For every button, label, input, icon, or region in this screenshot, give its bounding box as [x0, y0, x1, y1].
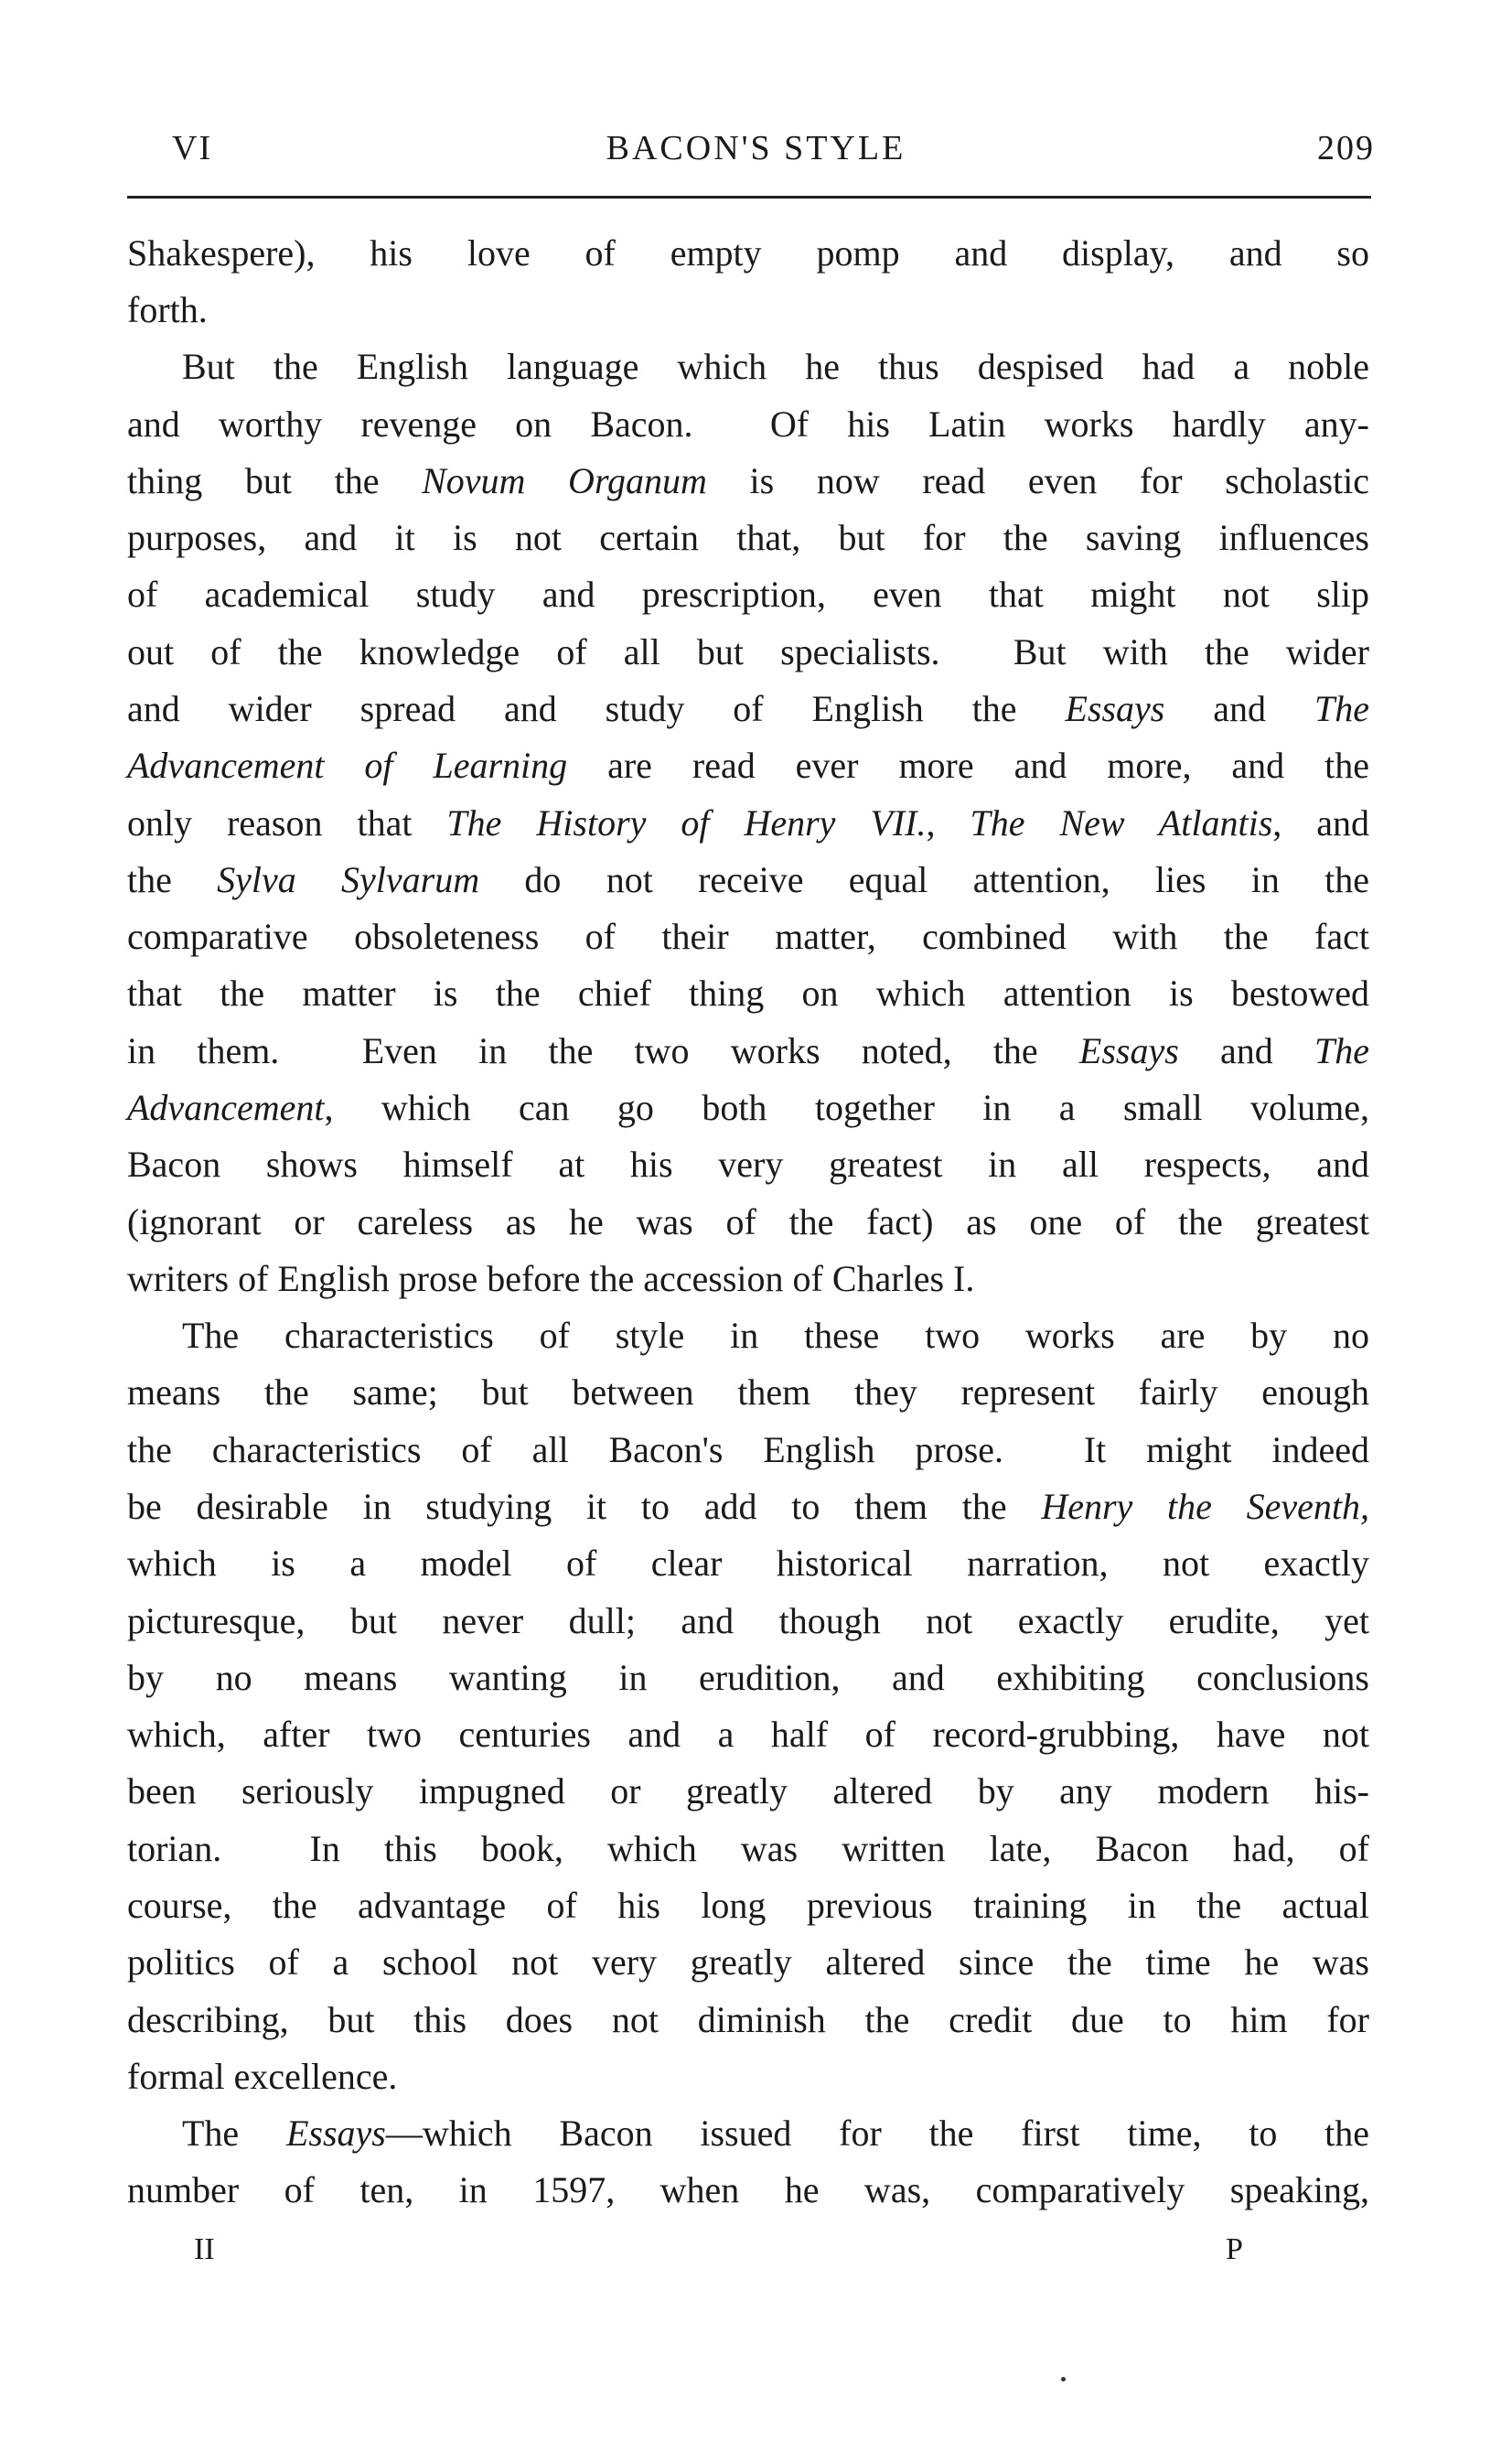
text-line	[127, 1255, 1369, 1303]
running-title: BACON'S STYLE	[606, 129, 906, 167]
text-span: torian. In this book, which was written late, Bacon had, of	[127, 1828, 1369, 1869]
text-span: (ignorant or careless as he was of the fact) as one of the greatest	[127, 1201, 1369, 1242]
chapter-number: VI	[172, 129, 213, 167]
page-number: 209	[1317, 129, 1375, 167]
text-span: of academical study and prescription, even that might not slip	[127, 574, 1369, 615]
text-line	[127, 1597, 1369, 1645]
text-span: The	[182, 2113, 286, 2154]
text-span: that the matter is the chief thing on which attention is bestowed	[127, 973, 1369, 1014]
text-span: picturesque, but never dull; and though not exactly erudite, yet	[127, 1600, 1369, 1641]
text-span: describing, but this does not diminish the credit due to him for	[127, 1999, 1369, 2040]
text-line	[127, 1483, 1369, 1531]
text-span: comparative obsoleteness of their matter, combined with the fact	[127, 916, 1369, 957]
italic-title: Essays	[285, 2113, 386, 2154]
text-line	[127, 1711, 1369, 1758]
text-span: the characteristics of all Bacon's English prose. It might indeed	[127, 1429, 1369, 1470]
text-line	[127, 2053, 1369, 2101]
italic-title: Essays	[1078, 1030, 1179, 1071]
italic-title: The	[1314, 688, 1369, 729]
italic-title: Sylva Sylvarum	[217, 859, 480, 900]
text-line	[127, 1027, 1369, 1075]
text-line	[127, 2166, 1369, 2214]
italic-title: Essays	[1065, 688, 1165, 729]
text-line	[127, 1882, 1369, 1930]
text-line	[127, 1426, 1369, 1474]
text-line	[127, 913, 1369, 961]
text-span: , and	[1272, 802, 1369, 844]
signature-letter: P	[1226, 2232, 1243, 2266]
text-line	[127, 571, 1369, 618]
text-line	[127, 286, 1369, 334]
text-line	[127, 970, 1369, 1017]
text-line	[127, 1540, 1369, 1587]
text-span: in them. Even in the two works noted, the	[127, 1030, 1079, 1071]
text-line	[127, 685, 1369, 733]
header-rule	[127, 196, 1371, 199]
text-span: Bacon shows himself at his very greatest in all respects, and	[127, 1144, 1369, 1185]
text-line	[127, 1768, 1369, 1815]
text-span: thing but the	[127, 460, 423, 501]
text-span: and	[1164, 688, 1314, 729]
ink-speck	[1061, 2377, 1066, 2381]
text-span: are read ever more and more, and the	[567, 745, 1370, 786]
text-span: which, after two centuries and a half of record-grubbing, have not	[127, 1714, 1369, 1755]
text-line	[127, 629, 1369, 676]
text-span: number of ten, in 1597, when he was, comparatively speaking,	[127, 2169, 1369, 2210]
text-span: forth.	[127, 289, 208, 330]
italic-title: Henry the Seventh,	[1041, 1486, 1369, 1527]
text-span: course, the advantage of his long previous training in the actual	[127, 1885, 1369, 1926]
text-span: and worthy revenge on Bacon. Of his Latin works hardly any-	[127, 403, 1369, 445]
text-span: is now read even for scholastic	[706, 460, 1369, 501]
text-span: be desirable in studying it to add to them the	[127, 1486, 1042, 1527]
text-line	[127, 1996, 1369, 2044]
text-span: do not receive equal attention, lies in the	[479, 859, 1370, 900]
text-line	[182, 343, 1369, 391]
italic-title: Novum Organum	[422, 460, 707, 501]
text-line	[127, 1369, 1369, 1416]
printer-signature: II	[194, 2232, 215, 2266]
text-span: only reason that	[127, 802, 447, 844]
text-span: writers of English prose before the accession of Charles I.	[127, 1258, 975, 1299]
text-line	[127, 1939, 1369, 1986]
italic-title: Advancement of Learning	[127, 745, 568, 786]
text-span: been seriously impugned or greatly altered by any modern his-	[127, 1770, 1369, 1812]
text-line	[127, 742, 1369, 790]
text-span: which is a model of clear historical narration, not exactly	[127, 1543, 1369, 1584]
text-span: But the English language which he thus despised had a noble	[182, 346, 1369, 387]
text-span: out of the knowledge of all but specialists. But with the wider	[127, 631, 1369, 672]
text-span: Shakespere), his love of empty pomp and display, and so	[127, 232, 1369, 274]
text-line	[127, 457, 1369, 505]
text-span: The characteristics of style in these two works are by no	[182, 1315, 1369, 1356]
italic-title: The	[1314, 1030, 1369, 1071]
text-line	[127, 856, 1369, 904]
text-line	[127, 1654, 1369, 1702]
italic-title: The History of Henry VII.	[446, 802, 927, 844]
text-line	[127, 230, 1369, 277]
text-line	[127, 1199, 1369, 1246]
text-span: —which Bacon issued for the first time, to the	[385, 2113, 1369, 2154]
text-line	[182, 2110, 1369, 2157]
text-span: and wider spread and study of English the	[127, 688, 1066, 729]
text-line	[127, 800, 1369, 847]
text-span: the	[127, 859, 218, 900]
italic-title: The New Atlantis	[970, 802, 1273, 844]
text-span: and	[1178, 1030, 1314, 1071]
text-line	[127, 401, 1369, 448]
text-span: by no means wanting in erudition, and exhibiting conclusions	[127, 1657, 1369, 1698]
text-span: ,	[926, 802, 970, 844]
italic-title: Advancement	[127, 1087, 325, 1128]
text-line	[127, 1825, 1369, 1873]
text-line	[182, 1312, 1369, 1360]
text-span: , which can go both together in a small volume,	[324, 1087, 1369, 1128]
text-span: purposes, and it is not certain that, but for the saving influences	[127, 517, 1369, 558]
text-line	[127, 1141, 1369, 1188]
text-span: means the same; but between them they represent fairly enough	[127, 1371, 1369, 1413]
text-span: formal excellence.	[127, 2056, 398, 2097]
text-span: politics of a school not very greatly altered since the time he was	[127, 1941, 1369, 1983]
text-line	[127, 1084, 1369, 1132]
text-line	[127, 514, 1369, 562]
